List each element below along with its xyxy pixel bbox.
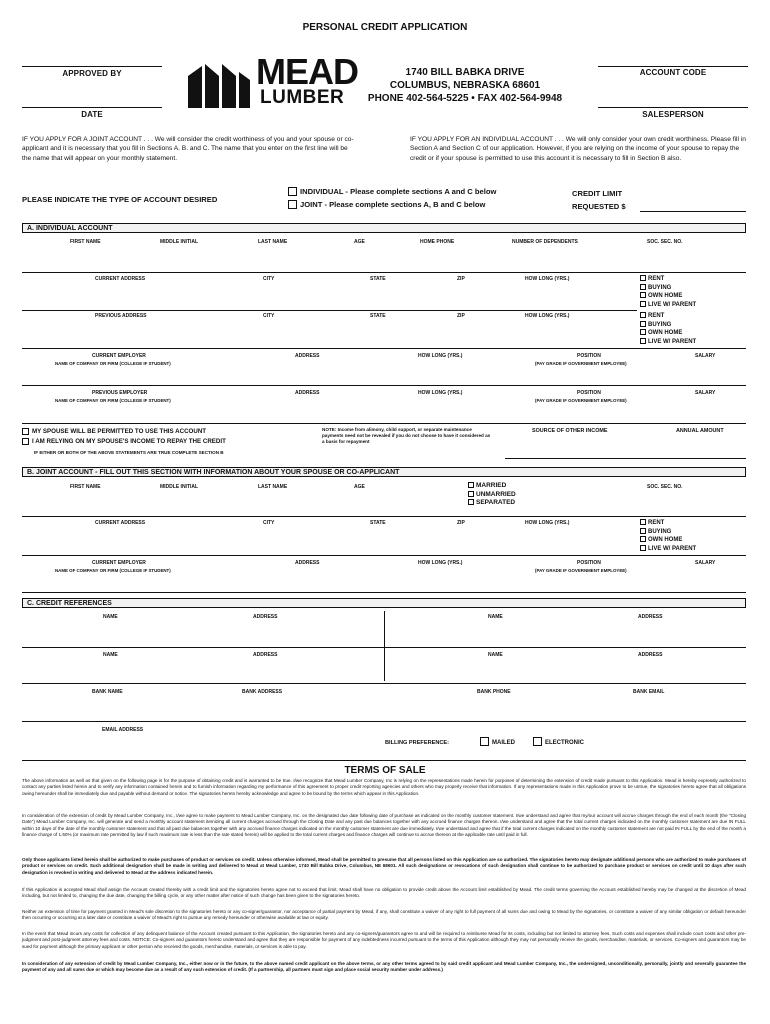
- a-previous-address-label: PREVIOUS ADDRESS: [95, 313, 147, 319]
- housing-option[interactable]: OWN HOME: [640, 292, 696, 301]
- joint-option[interactable]: [288, 200, 485, 209]
- a-prev-city-label: CITY: [263, 313, 275, 319]
- terms-paragraph-6: In the event that Mead incurs any costs for collection of any delinquent balance of the Account created pursuant to this Application, the signatories hereto and any co-signers/guarantors agree to and will be required to reimburse Mead for its costs, including but not limited to attorney fees. Such costs and expenses shall include court costs and other pre-judgment and post-judgment attorney fees and costs. NOTICE: Co-signers and guarantors hereto understand and agree that they are responsible for payment of any indebtedness incurred pursuant to the terms of this Application although they may not personally receive the goods, merchandise, materials, or services. Co-signers and guarantors may be sued for payment although the primary applicant or other person who received the goods, merchandise, materials, or services is able to pay.: [22, 931, 746, 949]
- spouse-permitted-checkbox[interactable]: [22, 428, 29, 435]
- approved-by-label: APPROVED BY: [62, 69, 122, 78]
- account-code-label: ACCOUNT CODE: [639, 68, 707, 77]
- b-age-label: AGE: [354, 484, 365, 490]
- a-prev-employer-address-label: ADDRESS: [295, 390, 320, 396]
- b-how-long-label: HOW LONG (YRS.): [525, 520, 570, 526]
- checkbox[interactable]: [640, 321, 646, 327]
- marital-option[interactable]: MARRIED: [468, 482, 516, 491]
- mailed-checkbox[interactable]: [480, 737, 489, 746]
- a-previous-housing-options[interactable]: [640, 312, 696, 346]
- terms-paragraph-3: Only those applicants listed herein shall be authorized to make purchases of product or services on credit. Unless otherwise informed, Mead shall be permitted to presume that all persons listed on this Application are so authorized. The signatories hereto may designate additional persons who are authorized to make purchases of product or services on credit. Such additional designation shall be made in writing and delivered to Mead at Mead Lumber, 1740 Bill Babka Drive, Columbus, NE 68601. All such designations or revocations of such designation shall continue to be authorized to purchase product or services on credit until 10 days after such designation is revoked in writing and delivered to Mead at the address indicated herein.: [22, 857, 746, 875]
- a-home-phone-label: HOME PHONE: [420, 239, 455, 245]
- b-current-address-label: CURRENT ADDRESS: [95, 520, 146, 526]
- a-current-housing-options[interactable]: [640, 275, 696, 309]
- a-current-address-label: CURRENT ADDRESS: [95, 276, 146, 282]
- c-ref3-name-label: NAME: [103, 652, 118, 658]
- c-email-address-label: EMAIL ADDRESS: [102, 727, 144, 733]
- company-phone-fax: PHONE 402-564-5225 • FAX 402-564-9948: [367, 93, 563, 104]
- b-current-address-line[interactable]: [22, 555, 746, 556]
- section-a-header: A. INDIVIDUAL ACCOUNT: [22, 223, 746, 233]
- joint-account-intro: IF YOU APPLY FOR A JOINT ACCOUNT . . . We will consider the credit worthiness of you and your spouse or co-applicant and it is necessary that you fill in Sections A. B. and C. The name that you enter on the first line will be the name that will appear on your monthly statement.: [22, 136, 354, 162]
- a-current-employer-note: NAME OF COMPANY OR FIRM (COLLEGE IF STUDENT): [55, 361, 171, 366]
- section-c-header: C. CREDIT REFERENCES: [22, 598, 746, 608]
- housing-option[interactable]: LIVE W/ PARENT: [640, 301, 696, 310]
- a-salary-label: SALARY: [695, 353, 716, 359]
- housing-option[interactable]: LIVE W/ PARENT: [640, 338, 696, 347]
- individual-option[interactable]: [288, 187, 496, 196]
- c-column-divider: [384, 611, 385, 681]
- a-prev-position-note: (PAY GRADE IF GOVERNMENT EMPLOYEE): [535, 398, 627, 403]
- relying-spouse-option[interactable]: I AM RELYING ON MY SPOUSE'S INCOME TO REPAY THE CREDIT: [22, 438, 226, 445]
- a-prev-zip-label: ZIP: [457, 313, 465, 319]
- billing-preference-label: BILLING PREFERENCE:: [385, 740, 450, 746]
- housing-option[interactable]: RENT: [640, 275, 696, 284]
- b-city-label: CITY: [263, 520, 275, 526]
- a-state-label: STATE: [370, 276, 386, 282]
- date-line[interactable]: [22, 107, 162, 108]
- a-first-name-label: FIRST NAME: [70, 239, 101, 245]
- checkbox[interactable]: [640, 338, 646, 344]
- a-prev-employer-how-long-label: HOW LONG (YRS.): [418, 390, 463, 396]
- housing-option[interactable]: OWN HOME: [640, 329, 696, 338]
- checkbox[interactable]: [640, 275, 646, 281]
- checkbox[interactable]: [640, 528, 646, 534]
- logo-text-lumber: LUMBER: [260, 87, 345, 108]
- a-prev-how-long-label: HOW LONG (YRS.): [525, 313, 570, 319]
- c-bank-phone-label: BANK PHONE: [477, 689, 511, 695]
- credit-limit-label: CREDIT LIMIT: [572, 189, 623, 198]
- b-name-row-line[interactable]: [22, 516, 746, 517]
- marital-option[interactable]: UNMARRIED: [468, 491, 516, 500]
- b-marital-options[interactable]: [468, 482, 516, 508]
- a-current-address-line[interactable]: [22, 310, 637, 311]
- a-dependents-label: NUMBER OF DEPENDENTS: [512, 239, 578, 245]
- b-position-note: (PAY GRADE IF GOVERNMENT EMPLOYEE): [535, 568, 627, 573]
- approved-by-line[interactable]: [22, 66, 162, 67]
- housing-option[interactable]: RENT: [640, 519, 696, 528]
- a-employer-address-label: ADDRESS: [295, 353, 320, 359]
- mead-lumber-logo: [188, 51, 358, 110]
- joint-checkbox[interactable]: [288, 200, 297, 209]
- marital-option[interactable]: SEPARATED: [468, 499, 516, 508]
- b-first-name-label: FIRST NAME: [70, 484, 101, 490]
- logo-text-mead: MEAD: [256, 51, 358, 92]
- logo-mark-icon: [188, 62, 252, 110]
- checkbox[interactable]: [640, 284, 646, 290]
- c-ref2-address-label: ADDRESS: [638, 614, 663, 620]
- checkbox[interactable]: [640, 545, 646, 551]
- a-previous-employer-label: PREVIOUS EMPLOYER: [92, 390, 148, 396]
- c-ref4-address-label: ADDRESS: [638, 652, 663, 658]
- c-email-line[interactable]: [22, 760, 746, 761]
- complete-section-b-note: IF EITHER OR BOTH OF THE ABOVE STATEMENTS ARE TRUE COMPLETE SECTION B: [34, 450, 224, 455]
- terms-paragraph-4: If this Application is accepted Mead shall assign the Account created thereby with a credit limit and the signatories hereto agree not to exceed that limit. Mead shall have no obligation to provide credit above the Account limit established by Mead. The credit terms governing the Account established hereby may be changed at the discretion of Mead including, but not limited to, changing the due date, changing the billing cycle, or any other matter after notice of such change has been given to the signatories hereto.: [22, 887, 746, 899]
- housing-option[interactable]: OWN HOME: [640, 536, 696, 545]
- housing-option[interactable]: BUYING: [640, 528, 696, 537]
- a-current-employer-label: CURRENT EMPLOYER: [92, 353, 146, 359]
- c-ref-row2-line[interactable]: [22, 683, 746, 684]
- salesperson-label: SALESPERSON: [642, 110, 704, 119]
- a-middle-initial-label: MIDDLE INITIAL: [160, 239, 199, 245]
- salesperson-line[interactable]: [598, 107, 748, 108]
- a-city-label: CITY: [263, 276, 275, 282]
- a-previous-employer-line[interactable]: [22, 423, 746, 424]
- annual-amount-label: ANNUAL AMOUNT: [676, 428, 724, 434]
- c-ref-row1-line[interactable]: [22, 647, 746, 648]
- a-position-label: POSITION: [577, 353, 601, 359]
- electronic-option[interactable]: ELECTRONIC: [533, 737, 584, 746]
- b-last-name-label: LAST NAME: [258, 484, 288, 490]
- a-last-name-label: LAST NAME: [258, 239, 288, 245]
- terms-paragraph-1: The above information as well as that given on the following page is for the purpose of obtaining credit and is warranted to be true. I/we recognize that Mead Lumber Company, Inc is relying on the representations made herein for purposes of determining the extension of credit made pursuant to this Application. Mead is hereby expressly authorized to contact any parties listed herein and to verify any information contained herein and to furnish information regarding my performance of this agreement to proper credit reporting agencies and others who may properly receive that information. If any representations made in this Application prove to be untrue, the signatories hereto agree that all obligations owing hereunder shall be immediately due and payable without demand or notice. The signatories hereto hereby acknowledge and agree to be bound by the terms which appear in this Application.: [22, 778, 746, 796]
- terms-paragraph-7: In consideration of any extension of credit by Mead Lumber Company, Inc., either now or in the future, to the above named credit applicant on the above terms, or any other terms agreed to by said credit applicant and Mead Lumber Company, Inc., the undersigned, unconditionally, personally, jointly and severally guarantee the payment of any and all sums due or which may become due as a result of any such extension of credit. (If a partnership, all partners must sign and place social security number under address.): [22, 961, 746, 973]
- joint-option-label: JOINT - Please complete sections A, B and C below: [300, 200, 486, 209]
- housing-option[interactable]: RENT: [640, 312, 696, 321]
- electronic-checkbox[interactable]: [533, 737, 542, 746]
- credit-limit-requested-label: REQUESTED $: [572, 202, 626, 211]
- terms-paragraph-2: In consideration of the extension of credit by Mead Lumber Company, Inc., I/we agree to make payment to Mead Lumber Company, Inc. on the designated due date following date of purchase as indicated on the monthly customer statement. I/we understand and agree that my/our account will accrue charges through the end of each month (the "Closing Date") Mead Lumber Company, Inc. will generate and send a monthly account statement itemizing all current charges accrued through the Closing Date and any past due balances together with any accrued finance charges thereon. I/we understand and agree that the total current charges indicated on the monthly customer statement are due IN FULL within 10 days of the date of the monthly customer statement and that all past due balances together with any accrued finance charges indicated on the monthly customer statement are due immediately. I/we understand and agree that if the total current charges indicated on the monthly customer statement are not paid IN FULL by the end of the month a finance charge of 1.50% (or maximum rate permitted by law if such maximum rate is less than the rate stated herein) will be applied to the total current charges and finance charges will continue to accrue thereon at the applicable rate until paid in full.: [22, 813, 746, 838]
- a-prev-position-label: POSITION: [577, 390, 601, 396]
- a-zip-label: ZIP: [457, 276, 465, 282]
- checkbox[interactable]: [640, 292, 646, 298]
- b-current-employer-label: CURRENT EMPLOYER: [92, 560, 146, 566]
- b-ssn-label: SOC. SEC. NO.: [647, 484, 683, 490]
- c-ref1-name-label: NAME: [103, 614, 118, 620]
- housing-option[interactable]: BUYING: [640, 321, 696, 330]
- a-prev-state-label: STATE: [370, 313, 386, 319]
- b-current-employer-line[interactable]: [22, 592, 746, 593]
- a-previous-employer-note: NAME OF COMPANY OR FIRM (COLLEGE IF STUDENT): [55, 398, 171, 403]
- checkbox[interactable]: [640, 301, 646, 307]
- checkbox[interactable]: [640, 329, 646, 335]
- account-type-label: PLEASE INDICATE THE TYPE OF ACCOUNT DESIRED: [22, 195, 218, 204]
- a-how-long-label: HOW LONG (YRS.): [525, 276, 570, 282]
- account-code-line[interactable]: [598, 66, 748, 67]
- a-age-label: AGE: [354, 239, 365, 245]
- company-address-line2: COLUMBUS, NEBRASKA 68601: [389, 80, 541, 91]
- checkbox[interactable]: [640, 312, 646, 318]
- individual-checkbox[interactable]: [288, 187, 297, 196]
- mailed-option[interactable]: MAILED: [480, 737, 515, 746]
- c-bank-row-line[interactable]: [22, 721, 746, 722]
- a-employer-how-long-label: HOW LONG (YRS.): [418, 353, 463, 359]
- c-ref3-address-label: ADDRESS: [253, 652, 278, 658]
- company-address-line1: 1740 BILL BABKA DRIVE: [405, 67, 525, 78]
- b-employer-address-label: ADDRESS: [295, 560, 320, 566]
- income-note: NOTE: Income from alimony, child support, or separate maintenance payments need not be revealed if you do not choose to have it considered as a basis for repayment: [322, 427, 491, 445]
- b-salary-label: SALARY: [695, 560, 716, 566]
- checkbox[interactable]: [640, 536, 646, 542]
- c-ref4-name-label: NAME: [488, 652, 503, 658]
- other-income-label: SOURCE OF OTHER INCOME: [532, 428, 608, 434]
- individual-option-label: INDIVIDUAL - Please complete sections A and C below: [300, 187, 497, 196]
- terms-paragraph-5: Neither an extension of time for payment granted in Mead's sole discretion to the signatories hereto or any co-signer/guarantor, nor acceptance of partial payment by Mead, if any, shall constitute a waiver of any right to full payment of all sums due and owing to Mead by the signatories, or constitute a waiver of any similar obligation or default hereunder then occurring or occurring at a later date or constitute a waiver of Mead's right to pursue any remedy hereunder or otherwise available at law or equity.: [22, 909, 746, 921]
- date-label: DATE: [81, 110, 103, 119]
- a-name-row-line[interactable]: [22, 272, 746, 273]
- b-employer-how-long-label: HOW LONG (YRS.): [418, 560, 463, 566]
- credit-limit-input[interactable]: [640, 211, 746, 212]
- a-current-employer-line[interactable]: [22, 385, 746, 386]
- b-state-label: STATE: [370, 520, 386, 526]
- c-bank-name-label: BANK NAME: [92, 689, 123, 695]
- c-bank-address-label: BANK ADDRESS: [242, 689, 283, 695]
- a-position-note: (PAY GRADE IF GOVERNMENT EMPLOYEE): [535, 361, 627, 366]
- c-bank-email-label: BANK EMAIL: [633, 689, 665, 695]
- spouse-permitted-option[interactable]: MY SPOUSE WILL BE PERMITTED TO USE THIS ACCOUNT: [22, 428, 206, 435]
- c-ref2-name-label: NAME: [488, 614, 503, 620]
- b-current-employer-note: NAME OF COMPANY OR FIRM (COLLEGE IF STUDENT): [55, 568, 171, 573]
- a-ssn-label: SOC. SEC. NO.: [647, 239, 683, 245]
- housing-option[interactable]: LIVE W/ PARENT: [640, 545, 696, 554]
- checkbox[interactable]: [640, 519, 646, 525]
- terms-title: TERMS OF SALE: [344, 765, 426, 776]
- checkbox[interactable]: [468, 491, 474, 497]
- checkbox[interactable]: [468, 482, 474, 488]
- b-position-label: POSITION: [577, 560, 601, 566]
- b-middle-initial-label: MIDDLE INITIAL: [160, 484, 199, 490]
- a-prev-salary-label: SALARY: [695, 390, 716, 396]
- page-title: PERSONAL CREDIT APPLICATION: [302, 22, 468, 33]
- housing-option[interactable]: BUYING: [640, 284, 696, 293]
- checkbox[interactable]: [468, 499, 474, 505]
- other-income-line[interactable]: [505, 458, 746, 459]
- b-housing-options[interactable]: [640, 519, 696, 553]
- b-zip-label: ZIP: [457, 520, 465, 526]
- a-previous-address-line[interactable]: [22, 348, 746, 349]
- section-b-header: B. JOINT ACCOUNT - FILL OUT THIS SECTION WITH INFORMATION ABOUT YOUR SPOUSE OR CO-APPLICANT: [22, 467, 746, 477]
- c-ref1-address-label: ADDRESS: [253, 614, 278, 620]
- relying-spouse-checkbox[interactable]: [22, 438, 29, 445]
- individual-account-intro: IF YOU APPLY FOR AN INDIVIDUAL ACCOUNT . . . We will only consider your own credit worthiness. Please fill in Section A and Section C of our application. However, if you are relying on the income of your spouse to repay the credit or if your spouse is permitted to use this account it is necessary to fill in Section B also.: [410, 136, 746, 162]
